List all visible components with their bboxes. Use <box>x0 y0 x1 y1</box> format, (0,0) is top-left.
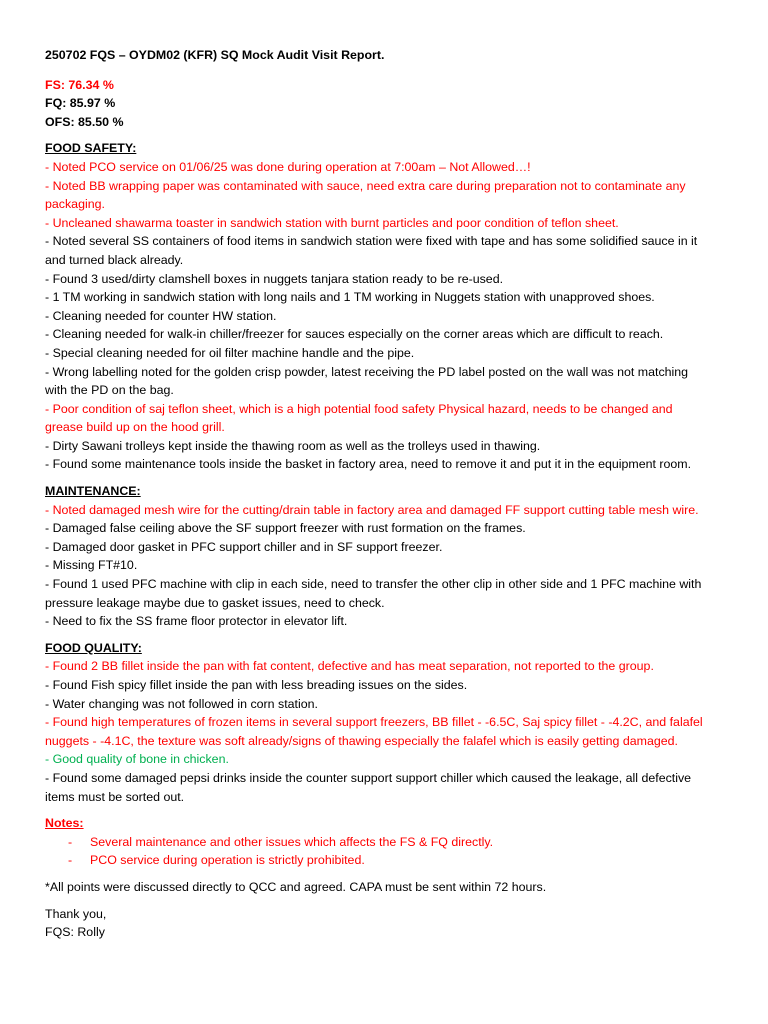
finding-line: - Uncleaned shawarma toaster in sandwich station with burnt particles and poor condition of teflon sheet. <box>45 215 619 230</box>
note-text: Several maintenance and other issues which affects the FS & FQ directly. <box>90 834 494 849</box>
finding-line: - Poor condition of saj teflon sheet, which is a high potential food safety Physical hazard, needs to be changed and <box>45 401 673 416</box>
finding-line: - Found 1 used PFC machine with clip in each side, need to transfer the other clip in other side and 1 PFC machine with <box>45 577 702 592</box>
score-ofs: OFS: 85.50 % <box>45 114 124 129</box>
section-heading: MAINTENANCE: <box>45 484 141 499</box>
section-food-safety <box>45 139 724 474</box>
finding-line: pressure leakage maybe due to gasket issues, need to check. <box>45 595 385 610</box>
finding-line: - Cleaning needed for counter HW station. <box>45 308 277 323</box>
finding-line: - Noted damaged mesh wire for the cutting/drain table in factory area and damaged FF support cutting table mesh wire. <box>45 502 699 517</box>
finding-line: - Damaged false ceiling above the SF support freezer with rust formation on the frames. <box>45 521 526 536</box>
report-title: 250702 FQS – OYDM02 (KFR) SQ Mock Audit Visit Report. <box>45 48 385 62</box>
score-fs: FS: 76.34 % <box>45 77 114 92</box>
score-fq: FQ: 85.97 % <box>45 96 116 111</box>
finding-line: packaging. <box>45 197 105 212</box>
section-heading: FOOD QUALITY: <box>45 640 142 655</box>
finding-line: - Water changing was not followed in corn station. <box>45 696 318 711</box>
finding-line: - Found 3 used/dirty clamshell boxes in nuggets tanjara station ready to be re-used. <box>45 271 504 286</box>
finding-line: and turned black already. <box>45 252 184 267</box>
finding-line: nuggets - -4.1C, the texture was soft already/signs of thawing especially the falafel which is easily getting damaged. <box>45 733 678 748</box>
signature: FQS: Rolly <box>45 925 105 940</box>
report-sections <box>45 139 724 806</box>
signoff-block <box>45 905 724 942</box>
finding-line: - Cleaning needed for walk-in chiller/freezer for sauces especially on the corner areas which are difficult to reach. <box>45 327 664 342</box>
finding-line: - Damaged door gasket in PFC support chiller and in SF support freezer. <box>45 539 443 554</box>
notes-section <box>45 814 724 870</box>
finding-line: - Need to fix the SS frame floor protector in elevator lift. <box>45 614 348 629</box>
note-item <box>45 833 724 852</box>
finding-line: - Found some maintenance tools inside the basket in factory area, need to remove it and put it in the equipment room. <box>45 457 692 472</box>
finding-line: - Missing FT#10. <box>45 558 138 573</box>
finding-line: - Found 2 BB fillet inside the pan with fat content, defective and has meat separation, not reported to the group. <box>45 659 654 674</box>
footer-note-block <box>45 878 724 897</box>
scores-block <box>45 76 724 132</box>
finding-line: - Found some damaged pepsi drinks inside the counter support support chiller which caused the leakage, all defective <box>45 770 692 785</box>
finding-line: - Noted several SS containers of food items in sandwich station were fixed with tape and has some solidified sauce in it <box>45 234 698 249</box>
note-dash: - <box>68 853 73 868</box>
finding-line: - Special cleaning needed for oil filter machine handle and the pipe. <box>45 345 415 360</box>
finding-line: with the PD on the bag. <box>45 383 174 398</box>
section-food-quality <box>45 639 724 806</box>
finding-line: - Dirty Sawani trolleys kept inside the thawing room as well as the trolleys used in thawing. <box>45 438 541 453</box>
finding-line: - Found Fish spicy fillet inside the pan with less breading issues on the sides. <box>45 678 468 692</box>
closing-text: Thank you, <box>45 906 107 921</box>
notes-heading: Notes: <box>45 816 84 831</box>
note-dash: - <box>68 834 73 849</box>
finding-line: - Noted PCO service on 01/06/25 was done during operation at 7:00am – Not Allowed…! <box>45 159 531 174</box>
finding-line: - Found high temperatures of frozen items in several support freezers, BB fillet - -6.5C, Saj spicy fillet - -4.2C, and falafel <box>45 715 703 730</box>
finding-line: - Noted BB wrapping paper was contaminated with sauce, need extra care during preparation not to contaminate any <box>45 178 686 193</box>
finding-line: items must be sorted out. <box>45 789 185 804</box>
note-text: PCO service during operation is strictly prohibited. <box>90 853 365 868</box>
finding-line: - Good quality of bone in chicken. <box>45 752 229 767</box>
finding-line: - Wrong labelling noted for the golden crisp powder, latest receiving the PD label posted on the wall was not matching <box>45 364 689 379</box>
note-item <box>45 851 724 870</box>
footer-note: *All points were discussed directly to QCC and agreed. CAPA must be sent within 72 hours. <box>45 879 547 894</box>
section-maintenance <box>45 482 724 631</box>
section-heading: FOOD SAFETY: <box>45 141 137 156</box>
finding-line: - 1 TM working in sandwich station with long nails and 1 TM working in Nuggets station with unapproved shoes. <box>45 290 655 305</box>
finding-line: grease build up on the hood grill. <box>45 420 225 435</box>
notes-list <box>45 833 724 870</box>
